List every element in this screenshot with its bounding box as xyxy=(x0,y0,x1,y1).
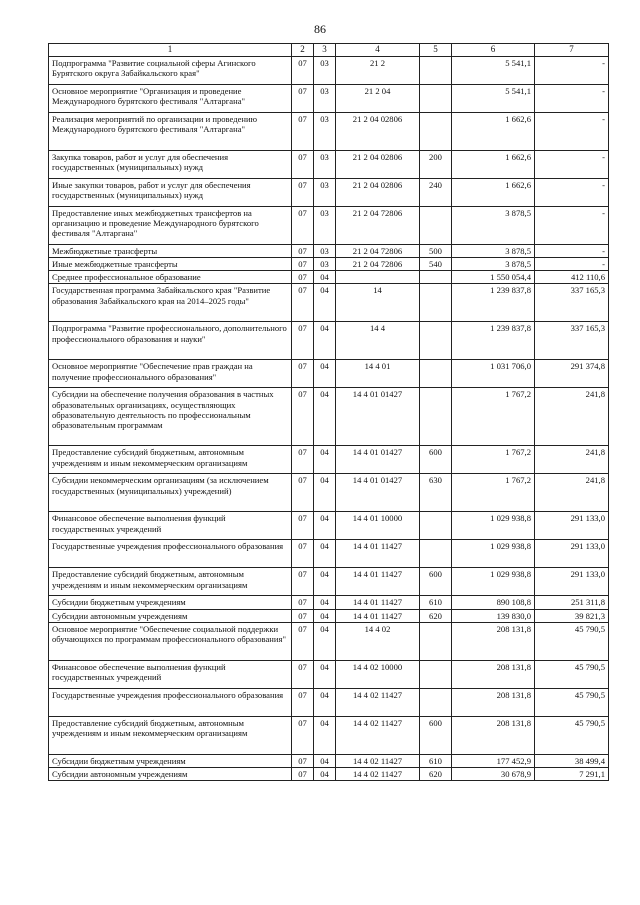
table-row xyxy=(49,113,609,151)
column-header: 1 xyxy=(49,44,292,57)
amount-cell: 1 029 938,8 xyxy=(452,568,535,596)
target-article-cell: 14 4 01 01427 xyxy=(336,388,420,446)
section-code-cell: 07 xyxy=(292,258,314,271)
expense-type-cell: 610 xyxy=(420,596,452,609)
row-name-cell: Субсидии автономным учреждениям xyxy=(49,767,292,780)
page-number: 86 xyxy=(314,22,326,36)
amount-cell: 337 165,3 xyxy=(535,284,609,322)
amount-cell: 5 541,1 xyxy=(452,57,535,85)
target-article-cell: 21 2 04 02806 xyxy=(336,179,420,207)
section-code-cell: 07 xyxy=(292,245,314,258)
subsection-code-cell: 03 xyxy=(314,151,336,179)
section-code-cell: 07 xyxy=(292,512,314,540)
section-code-cell: 07 xyxy=(292,113,314,151)
column-header: 2 xyxy=(292,44,314,57)
amount-cell: 1 767,2 xyxy=(452,446,535,474)
section-code-cell: 07 xyxy=(292,85,314,113)
expense-type-cell xyxy=(420,113,452,151)
amount-cell: 39 821,3 xyxy=(535,609,609,622)
table-row xyxy=(49,512,609,540)
row-name-cell: Среднее профессиональное образование xyxy=(49,271,292,284)
table-row xyxy=(49,388,609,446)
target-article-cell: 21 2 04 02806 xyxy=(336,151,420,179)
subsection-code-cell: 04 xyxy=(314,754,336,767)
row-name-cell: Государственная программа Забайкальского края "Развитие образования Забайкальского края на 2014–2025 годы" xyxy=(49,284,292,322)
expense-type-cell: 620 xyxy=(420,609,452,622)
amount-cell: 291 133,0 xyxy=(535,540,609,568)
amount-cell: 45 790,5 xyxy=(535,688,609,716)
amount-cell: 241,8 xyxy=(535,446,609,474)
amount-cell: - xyxy=(535,113,609,151)
target-article-cell: 14 4 02 10000 xyxy=(336,660,420,688)
table-row xyxy=(49,245,609,258)
target-article-cell: 14 4 xyxy=(336,322,420,360)
amount-cell: 208 131,8 xyxy=(452,660,535,688)
expense-type-cell xyxy=(420,688,452,716)
table-row xyxy=(49,85,609,113)
amount-cell: 1 662,6 xyxy=(452,151,535,179)
amount-cell: 3 878,5 xyxy=(452,258,535,271)
amount-cell: 1 662,6 xyxy=(452,113,535,151)
subsection-code-cell: 04 xyxy=(314,568,336,596)
amount-cell: 1 662,6 xyxy=(452,179,535,207)
row-name-cell: Государственные учреждения профессионального образования xyxy=(49,540,292,568)
amount-cell: 291 133,0 xyxy=(535,568,609,596)
row-name-cell: Финансовое обеспечение выполнения функций государственных учреждений xyxy=(49,660,292,688)
amount-cell: 1 767,2 xyxy=(452,388,535,446)
table-row xyxy=(49,258,609,271)
section-code-cell: 07 xyxy=(292,660,314,688)
row-name-cell: Подпрограмма "Развитие социальной сферы Агинского Бурятского округа Забайкальского края" xyxy=(49,57,292,85)
row-name-cell: Предоставление субсидий бюджетным, автономным учреждениям и иным некоммерческим организациям xyxy=(49,568,292,596)
amount-cell: 1 029 938,8 xyxy=(452,540,535,568)
target-article-cell: 21 2 04 72806 xyxy=(336,258,420,271)
amount-cell: 45 790,5 xyxy=(535,660,609,688)
target-article-cell: 14 4 01 11427 xyxy=(336,540,420,568)
section-code-cell: 07 xyxy=(292,284,314,322)
section-code-cell: 07 xyxy=(292,207,314,245)
amount-cell: 5 541,1 xyxy=(452,85,535,113)
section-code-cell: 07 xyxy=(292,446,314,474)
expense-type-cell: 600 xyxy=(420,446,452,474)
amount-cell: - xyxy=(535,57,609,85)
table-row xyxy=(49,754,609,767)
subsection-code-cell: 04 xyxy=(314,322,336,360)
row-name-cell: Субсидии некоммерческим организациям (за исключением государственных (муниципальных) учреждений) xyxy=(49,474,292,512)
section-code-cell: 07 xyxy=(292,271,314,284)
subsection-code-cell: 04 xyxy=(314,609,336,622)
row-name-cell: Государственные учреждения профессионального образования xyxy=(49,688,292,716)
target-article-cell: 14 4 01 10000 xyxy=(336,512,420,540)
expense-type-cell: 620 xyxy=(420,767,452,780)
row-name-cell: Иные межбюджетные трансферты xyxy=(49,258,292,271)
table-row xyxy=(49,568,609,596)
table-row xyxy=(49,360,609,388)
target-article-cell: 14 4 01 11427 xyxy=(336,609,420,622)
expense-type-cell xyxy=(420,360,452,388)
subsection-code-cell: 04 xyxy=(314,767,336,780)
target-article-cell: 14 xyxy=(336,284,420,322)
section-code-cell: 07 xyxy=(292,716,314,754)
target-article-cell: 14 4 02 xyxy=(336,622,420,660)
amount-cell: 251 311,8 xyxy=(535,596,609,609)
subsection-code-cell: 04 xyxy=(314,271,336,284)
subsection-code-cell: 04 xyxy=(314,660,336,688)
amount-cell: 890 108,8 xyxy=(452,596,535,609)
amount-cell: 30 678,9 xyxy=(452,767,535,780)
column-header: 6 xyxy=(452,44,535,57)
section-code-cell: 07 xyxy=(292,474,314,512)
row-name-cell: Субсидии бюджетным учреждениям xyxy=(49,754,292,767)
amount-cell: - xyxy=(535,207,609,245)
section-code-cell: 07 xyxy=(292,754,314,767)
amount-cell: 7 291,1 xyxy=(535,767,609,780)
table-row xyxy=(49,151,609,179)
target-article-cell: 14 4 02 11427 xyxy=(336,767,420,780)
row-name-cell: Субсидии автономным учреждениям xyxy=(49,609,292,622)
amount-cell: 3 878,5 xyxy=(452,207,535,245)
subsection-code-cell: 04 xyxy=(314,446,336,474)
row-name-cell: Межбюджетные трансферты xyxy=(49,245,292,258)
table-row xyxy=(49,284,609,322)
target-article-cell: 14 4 02 11427 xyxy=(336,688,420,716)
row-name-cell: Предоставление иных межбюджетных трансфертов на организацию и проведение Международного бурятского фестиваля "Алтаргана" xyxy=(49,207,292,245)
expense-type-cell xyxy=(420,388,452,446)
subsection-code-cell: 03 xyxy=(314,85,336,113)
expense-type-cell xyxy=(420,540,452,568)
row-name-cell: Субсидии на обеспечение получения образования в частных образовательных организациях, осуществляющих образовательную деятельность по профессиональным образовательным программам xyxy=(49,388,292,446)
expense-type-cell xyxy=(420,284,452,322)
table-row xyxy=(49,207,609,245)
expense-type-cell xyxy=(420,622,452,660)
expense-type-cell xyxy=(420,57,452,85)
subsection-code-cell: 04 xyxy=(314,284,336,322)
subsection-code-cell: 04 xyxy=(314,622,336,660)
target-article-cell: 14 4 02 11427 xyxy=(336,754,420,767)
section-code-cell: 07 xyxy=(292,596,314,609)
table-row xyxy=(49,688,609,716)
expense-type-cell xyxy=(420,322,452,360)
row-name-cell: Иные закупки товаров, работ и услуг для обеспечения государственных (муниципальных) нужд xyxy=(49,179,292,207)
target-article-cell: 21 2 04 72806 xyxy=(336,245,420,258)
target-article-cell: 14 4 01 11427 xyxy=(336,596,420,609)
row-name-cell: Закупка товаров, работ и услуг для обеспечения государственных (муниципальных) нужд xyxy=(49,151,292,179)
column-header: 5 xyxy=(420,44,452,57)
section-code-cell: 07 xyxy=(292,322,314,360)
amount-cell: 208 131,8 xyxy=(452,622,535,660)
section-code-cell: 07 xyxy=(292,540,314,568)
expense-type-cell: 630 xyxy=(420,474,452,512)
row-name-cell: Основное мероприятие "Обеспечение социальной поддержки обучающихся по программам профессионального образования" xyxy=(49,622,292,660)
table-row xyxy=(49,540,609,568)
expense-type-cell: 610 xyxy=(420,754,452,767)
amount-cell: 291 133,0 xyxy=(535,512,609,540)
section-code-cell: 07 xyxy=(292,151,314,179)
section-code-cell: 07 xyxy=(292,609,314,622)
row-name-cell: Основное мероприятие "Обеспечение прав граждан на получение профессионального образования" xyxy=(49,360,292,388)
target-article-cell: 14 4 01 01427 xyxy=(336,446,420,474)
expense-type-cell: 600 xyxy=(420,716,452,754)
section-code-cell: 07 xyxy=(292,568,314,596)
amount-cell: 1 239 837,8 xyxy=(452,322,535,360)
expense-type-cell xyxy=(420,660,452,688)
subsection-code-cell: 04 xyxy=(314,360,336,388)
amount-cell: 1 550 054,4 xyxy=(452,271,535,284)
section-code-cell: 07 xyxy=(292,622,314,660)
amount-cell: 412 110,6 xyxy=(535,271,609,284)
amount-cell: - xyxy=(535,258,609,271)
subsection-code-cell: 04 xyxy=(314,512,336,540)
expense-type-cell xyxy=(420,85,452,113)
table-row xyxy=(49,660,609,688)
table-row xyxy=(49,767,609,780)
section-code-cell: 07 xyxy=(292,179,314,207)
row-name-cell: Подпрограмма "Развитие профессионального, дополнительного профессионального образования и науки" xyxy=(49,322,292,360)
amount-cell: 139 830,0 xyxy=(452,609,535,622)
subsection-code-cell: 03 xyxy=(314,258,336,271)
target-article-cell: 14 4 01 01427 xyxy=(336,474,420,512)
table-row xyxy=(49,271,609,284)
expense-type-cell xyxy=(420,512,452,540)
expense-type-cell: 500 xyxy=(420,245,452,258)
subsection-code-cell: 03 xyxy=(314,245,336,258)
subsection-code-cell: 03 xyxy=(314,207,336,245)
subsection-code-cell: 04 xyxy=(314,388,336,446)
table-row xyxy=(49,322,609,360)
amount-cell: 3 878,5 xyxy=(452,245,535,258)
table-header-row xyxy=(49,44,609,57)
table-body xyxy=(49,57,609,781)
budget-table xyxy=(48,43,609,781)
amount-cell: 337 165,3 xyxy=(535,322,609,360)
amount-cell: 38 499,4 xyxy=(535,754,609,767)
amount-cell: 208 131,8 xyxy=(452,688,535,716)
target-article-cell: 21 2 04 xyxy=(336,85,420,113)
target-article-cell xyxy=(336,271,420,284)
subsection-code-cell: 04 xyxy=(314,540,336,568)
table-row xyxy=(49,622,609,660)
table-row xyxy=(49,596,609,609)
expense-type-cell: 600 xyxy=(420,568,452,596)
amount-cell: 1 029 938,8 xyxy=(452,512,535,540)
section-code-cell: 07 xyxy=(292,388,314,446)
subsection-code-cell: 04 xyxy=(314,474,336,512)
target-article-cell: 14 4 01 xyxy=(336,360,420,388)
expense-type-cell xyxy=(420,271,452,284)
expense-type-cell: 200 xyxy=(420,151,452,179)
table-row xyxy=(49,474,609,512)
amount-cell: 1 031 706,0 xyxy=(452,360,535,388)
column-header: 7 xyxy=(535,44,609,57)
subsection-code-cell: 04 xyxy=(314,596,336,609)
row-name-cell: Финансовое обеспечение выполнения функций государственных учреждений xyxy=(49,512,292,540)
section-code-cell: 07 xyxy=(292,688,314,716)
expense-type-cell xyxy=(420,207,452,245)
amount-cell: - xyxy=(535,245,609,258)
table-row xyxy=(49,446,609,474)
row-name-cell: Реализация мероприятий по организации и проведению Международного бурятского фестиваля "Алтаргана" xyxy=(49,113,292,151)
section-code-cell: 07 xyxy=(292,767,314,780)
expense-type-cell: 540 xyxy=(420,258,452,271)
table-row xyxy=(49,179,609,207)
amount-cell: 1 767,2 xyxy=(452,474,535,512)
table-row xyxy=(49,57,609,85)
subsection-code-cell: 04 xyxy=(314,716,336,754)
amount-cell: 1 239 837,8 xyxy=(452,284,535,322)
column-header: 4 xyxy=(336,44,420,57)
amount-cell: 208 131,8 xyxy=(452,716,535,754)
row-name-cell: Предоставление субсидий бюджетным, автономным учреждениям и иным некоммерческим организациям xyxy=(49,716,292,754)
target-article-cell: 21 2 04 72806 xyxy=(336,207,420,245)
target-article-cell: 14 4 02 11427 xyxy=(336,716,420,754)
table-row xyxy=(49,716,609,754)
row-name-cell: Основное мероприятие "Организация и проведение Международного бурятского фестиваля "Алтаргана" xyxy=(49,85,292,113)
amount-cell: - xyxy=(535,179,609,207)
subsection-code-cell: 04 xyxy=(314,688,336,716)
target-article-cell: 14 4 01 11427 xyxy=(336,568,420,596)
target-article-cell: 21 2 xyxy=(336,57,420,85)
table-row xyxy=(49,609,609,622)
expense-type-cell: 240 xyxy=(420,179,452,207)
column-header: 3 xyxy=(314,44,336,57)
amount-cell: 177 452,9 xyxy=(452,754,535,767)
subsection-code-cell: 03 xyxy=(314,113,336,151)
amount-cell: 241,8 xyxy=(535,474,609,512)
row-name-cell: Субсидии бюджетным учреждениям xyxy=(49,596,292,609)
amount-cell: 45 790,5 xyxy=(535,716,609,754)
amount-cell: 45 790,5 xyxy=(535,622,609,660)
target-article-cell: 21 2 04 02806 xyxy=(336,113,420,151)
section-code-cell: 07 xyxy=(292,360,314,388)
row-name-cell: Предоставление субсидий бюджетным, автономным учреждениям и иным некоммерческим организациям xyxy=(49,446,292,474)
amount-cell: - xyxy=(535,85,609,113)
section-code-cell: 07 xyxy=(292,57,314,85)
amount-cell: 291 374,8 xyxy=(535,360,609,388)
amount-cell: 241,8 xyxy=(535,388,609,446)
subsection-code-cell: 03 xyxy=(314,57,336,85)
subsection-code-cell: 03 xyxy=(314,179,336,207)
amount-cell: - xyxy=(535,151,609,179)
